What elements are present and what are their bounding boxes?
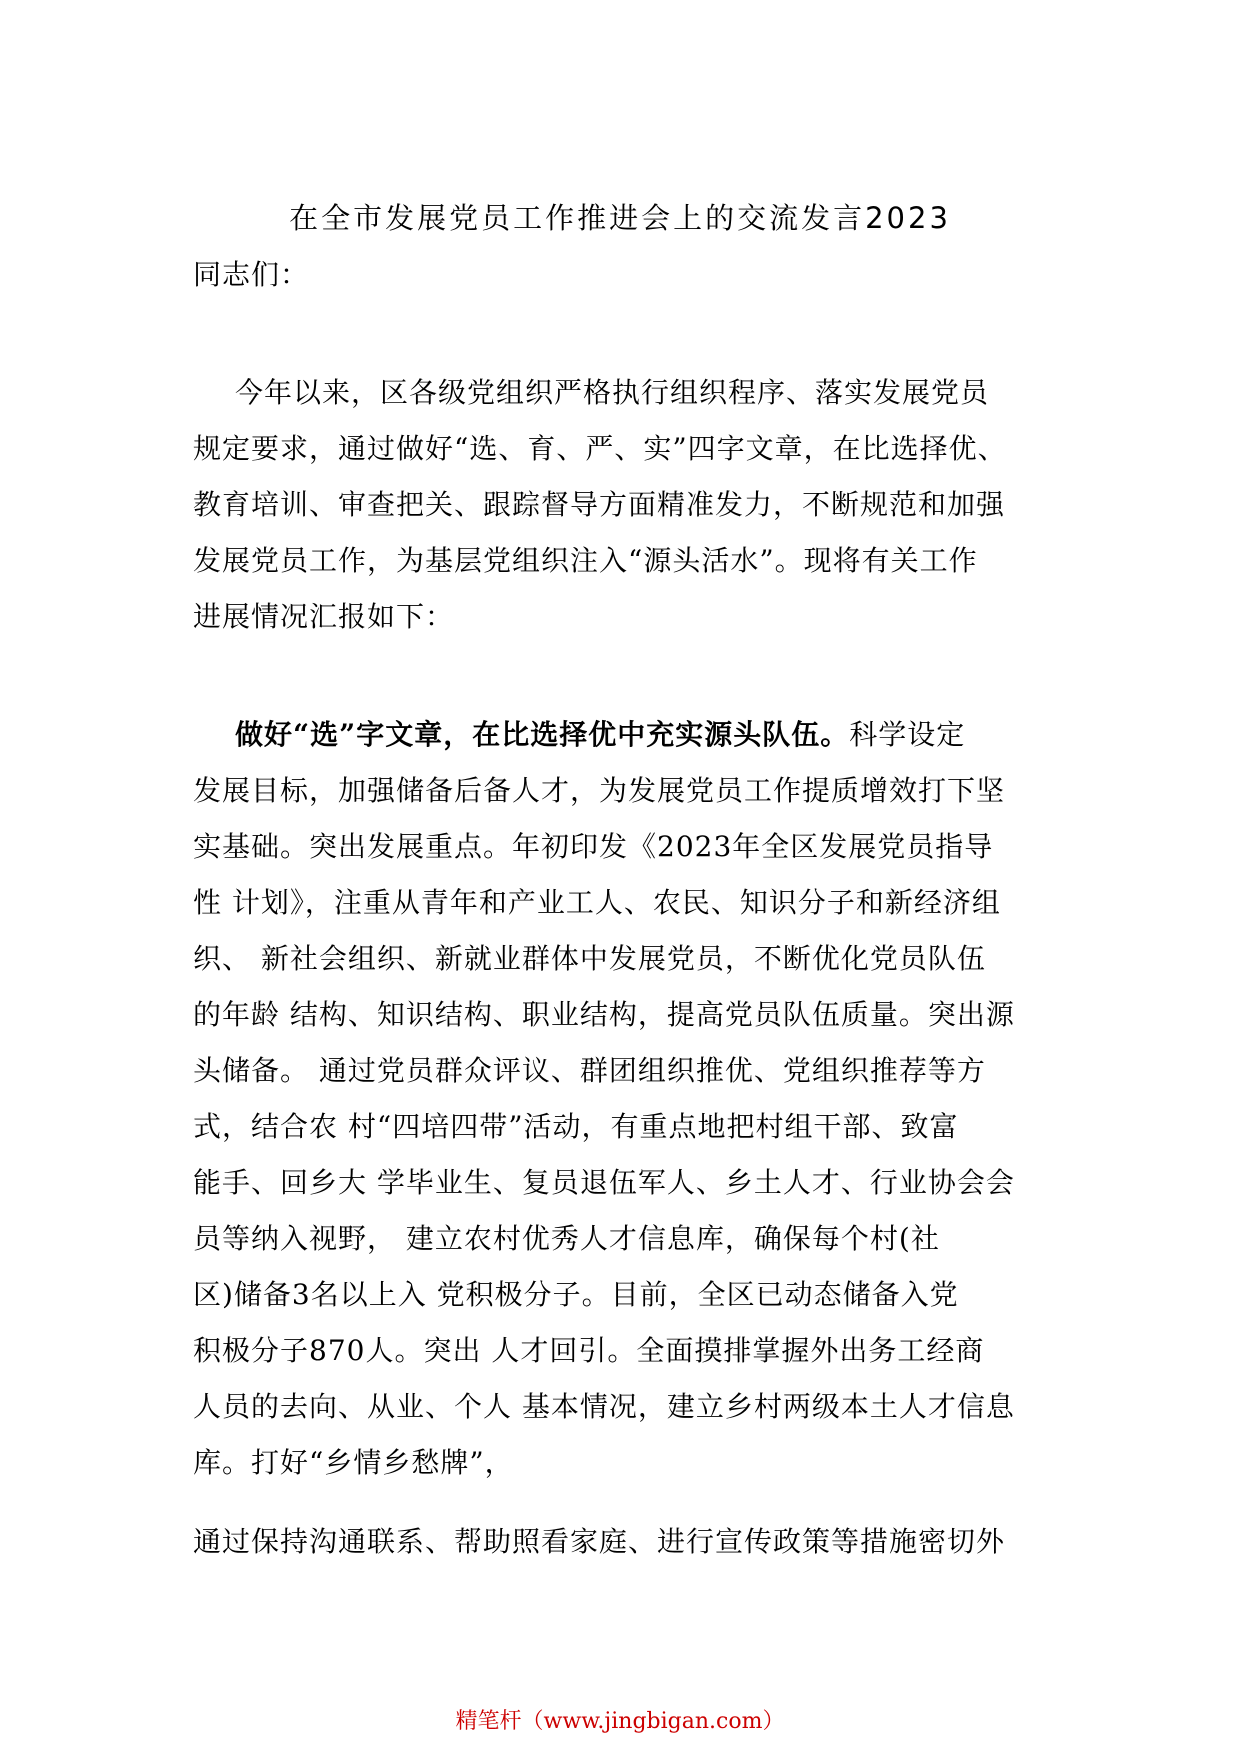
section1-line-11: 区)储备3名以上入 党积极分子。目前，全区已动态储备入党 [193, 1278, 959, 1311]
section1-first-line-text: 科学设定 [849, 718, 966, 751]
section1-line-9: 能手、回乡大 学毕业生、复员退伍军人、乡土人才、行业协会会 [193, 1166, 1015, 1199]
section1-line-3: 实基础。突出发展重点。年初印发《2023年全区发展党员指导 [193, 830, 994, 863]
intro-line-4: 发展党员工作，为基层党组织注入“源头活水”。现将有关工作 [193, 544, 978, 577]
section1-line-8: 式，结合农 村“四培四带”活动，有重点地把村组干部、致富 [193, 1110, 959, 1143]
section1-line-7: 头储备。 通过党员群众评议、群团组织推优、党组织推荐等方 [193, 1054, 986, 1087]
section1-line-5: 织、 新社会组织、新就业群体中发展党员，不断优化党员队伍 [193, 942, 986, 975]
intro-line-2: 规定要求，通过做好“选、育、严、实”四字文章，在比选择优、 [193, 432, 1007, 465]
section1-line-10: 员等纳入视野， 建立农村优秀人才信息库，确保每个村(社 [193, 1222, 940, 1255]
section1-line-12: 积极分子870人。突出 人才回引。全面摸排掌握外出务工经商 [193, 1334, 985, 1367]
document-title: 在全市发展党员工作推进会上的交流发言2023 [289, 201, 951, 235]
section1-line-13: 人员的去向、从业、个人 基本情况，建立乡村两级本土人才信息 [193, 1390, 1015, 1423]
intro-line-5: 进展情况汇报如下： [193, 600, 455, 633]
footer-watermark: 精笔杆（www.jingbigan.com） [455, 1709, 785, 1734]
section1-line-2: 发展目标，加强储备后备人才，为发展党员工作提质增效打下坚 [193, 774, 1006, 807]
last-line: 通过保持沟通联系、帮助照看家庭、进行宣传政策等措施密切外 [193, 1525, 1006, 1558]
section1-line-4: 性 计划》，注重从青年和产业工人、农民、知识分子和新经济组 [193, 886, 1001, 919]
intro-line-3: 教育培训、审查把关、跟踪督导方面精准发力，不断规范和加强 [193, 488, 1006, 521]
salutation: 同志们： [193, 258, 310, 291]
section1-heading: 做好“选”字文章，在比选择优中充实源头队伍。 [235, 718, 850, 751]
section1-line-6: 的年龄 结构、知识结构、职业结构，提高党员队伍质量。突出源 [193, 998, 1015, 1031]
section1-first-line [235, 717, 965, 753]
intro-line-1: 今年以来，区各级党组织严格执行组织程序、落实发展党员 [235, 376, 990, 409]
section1-line-14: 库。打好“乡情乡愁牌”， [193, 1446, 514, 1479]
